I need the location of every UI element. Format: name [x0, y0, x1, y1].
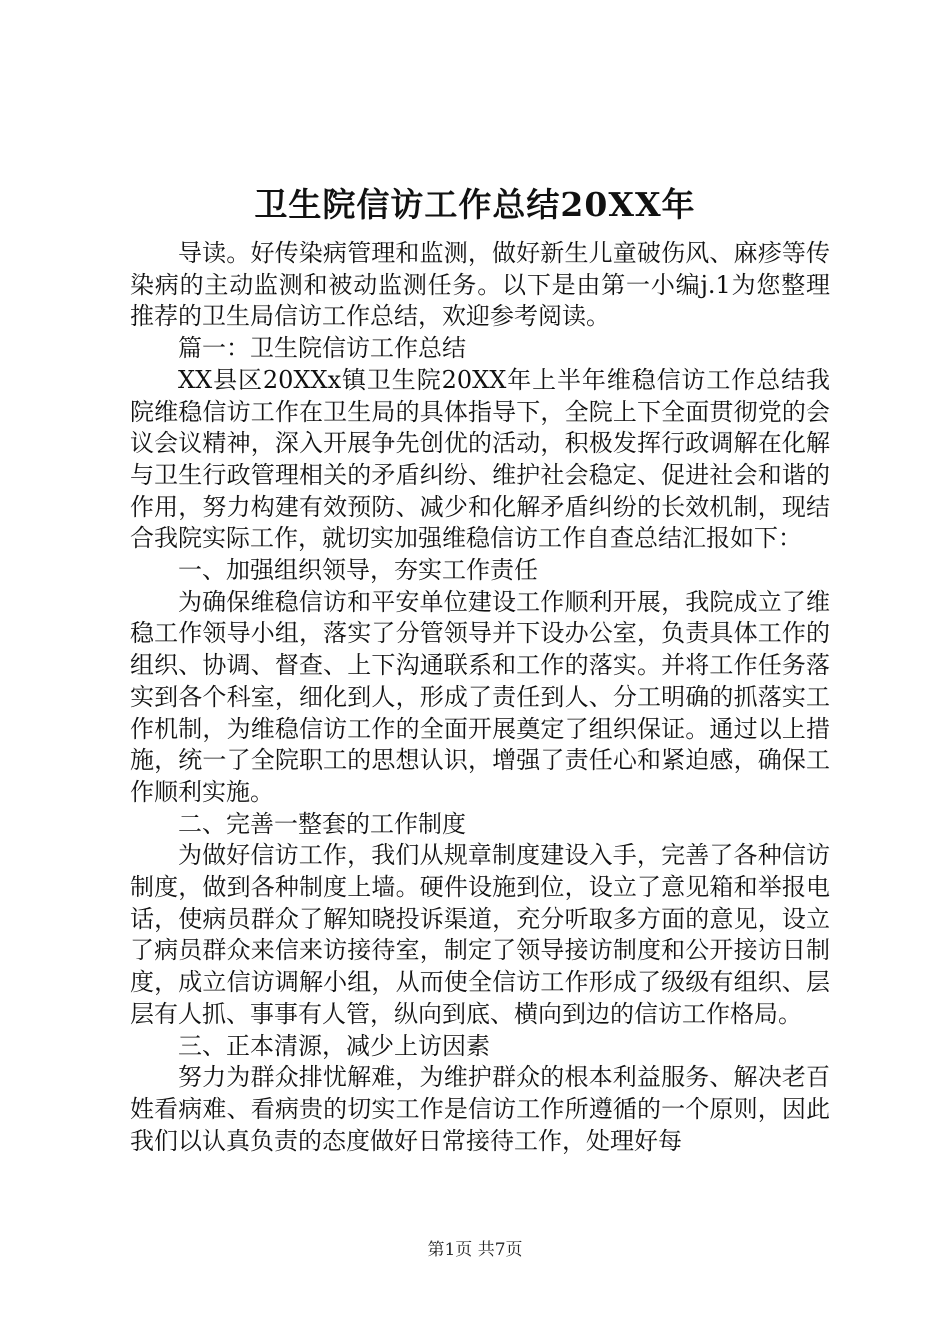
document-title: 卫生院信访工作总结20XX年: [254, 185, 696, 224]
section-heading-2: 二、完善一整套的工作制度: [178, 809, 466, 838]
section-heading-3: 三、正本清源，减少上访因素: [178, 1031, 490, 1060]
section-2-paragraph: 为做好信访工作，我们从规章制度建设入手，完善了各种信访制度，做到各种制度上墙。硬件设施到位，设立了意见箱和举报电话，使病员群众了解知晓投诉渠道，充分听取多方面的意见，设立了病员群众来信来访接待室，制定了领导接访制度和公开接访日制度，成立信访调解小组，从而使全信访工作形成了级级有组织、层层有人抓、事事有人管，纵向到底、横向到边的信访工作格局。: [130, 841, 830, 1028]
document-body: [130, 238, 830, 1157]
intro-paragraph: 导读。好传染病管理和监测，做好新生儿童破伤风、麻疹等传染病的主动监测和被动监测任务。以下是由第一小编j.1为您整理推荐的卫生局信访工作总结，欢迎参考阅读。: [130, 239, 830, 331]
section-heading-1: 一、加强组织领导，夯实工作责任: [178, 556, 538, 585]
page-number-footer: 第1页 共7页: [427, 1240, 523, 1260]
section-3-paragraph: 努力为群众排忧解难，为维护群众的根本利益服务、解决老百姓看病难、看病贵的切实工作是信访工作所遵循的一个原则，因此我们以认真负责的态度做好日常接待工作，处理好每: [130, 1063, 830, 1155]
section-heading-part-one: 篇一：卫生院信访工作总结: [178, 334, 466, 363]
overview-paragraph: XX县区20XXx镇卫生院20XX年上半年维稳信访工作总结我院维稳信访工作在卫生局的具体指导下，全院上下全面贯彻党的会议会议精神，深入开展争先创优的活动，积极发挥行政调解在化解与卫生行政管理相关的矛盾纠纷、维护社会稳定、促进社会和谐的作用，努力构建有效预防、减少和化解矛盾纠纷的长效机制，现结合我院实际工作，就切实加强维稳信访工作自查总结汇报如下：: [130, 365, 830, 553]
section-1-paragraph: 为确保维稳信访和平安单位建设工作顺利开展，我院成立了维稳工作领导小组，落实了分管领导并下设办公室，负责具体工作的组织、协调、督查、上下沟通联系和工作的落实。并将工作任务落实到各个科室，细化到人，形成了责任到人、分工明确的抓落实工作机制，为维稳信访工作的全面开展奠定了组织保证。通过以上措施，统一了全院职工的思想认识，增强了责任心和紧迫感，确保工作顺利实施。: [130, 587, 830, 806]
